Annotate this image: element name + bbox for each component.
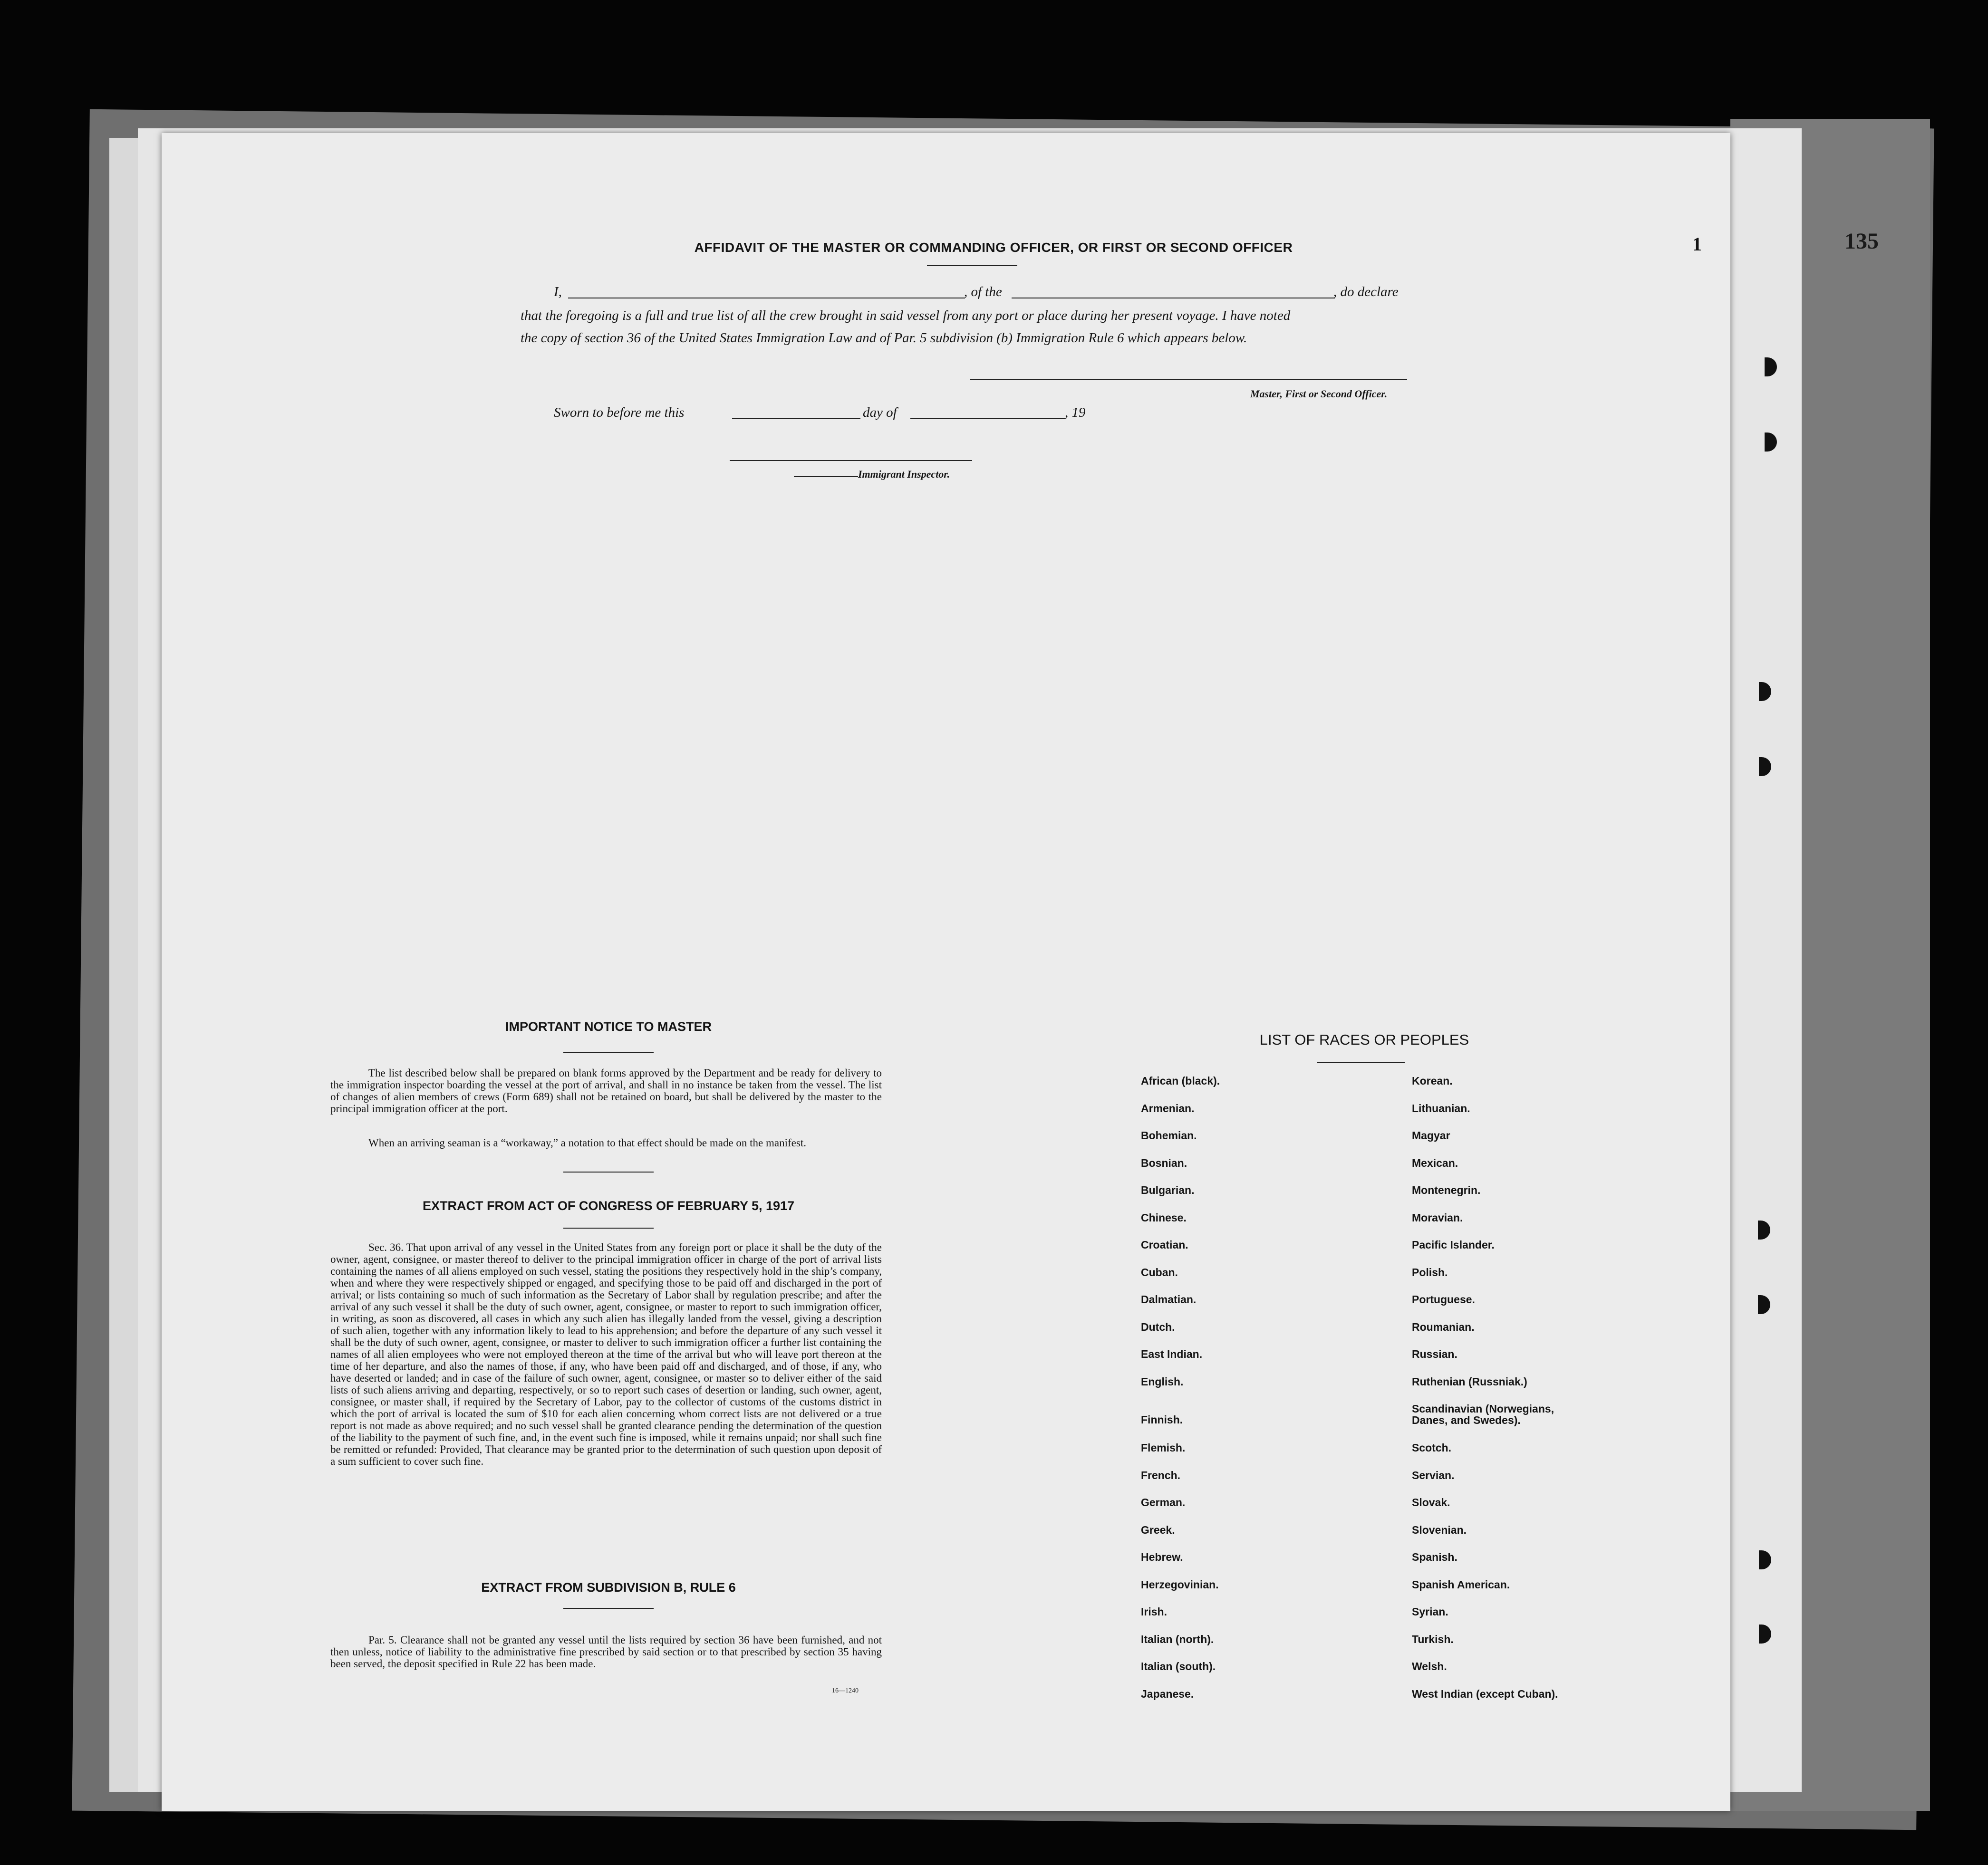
extract-act-divider (563, 1228, 654, 1229)
race-item: Russian. (1412, 1348, 1457, 1360)
race-item: Finnish. (1141, 1413, 1183, 1426)
race-item: Bulgarian. (1141, 1184, 1195, 1196)
race-item: Syrian. (1412, 1605, 1448, 1618)
affidavit-line3: the copy of section 36 of the United States Immigration Law and of Par. 5 subdivision (b) Immigration Rule 6 which appears below. (521, 330, 1247, 346)
affidavit-line1-mid: , of the (964, 284, 1002, 299)
race-item: French. (1141, 1469, 1181, 1481)
race-item: Dutch. (1141, 1320, 1175, 1333)
race-item: Ruthenian (Russniak.) (1412, 1375, 1527, 1388)
race-item: Korean. (1412, 1075, 1453, 1087)
race-item: Dalmatian. (1141, 1293, 1197, 1306)
race-item: Lithuanian. (1412, 1102, 1470, 1115)
page-number: 135 (1844, 229, 1879, 254)
race-item: English. (1141, 1375, 1184, 1388)
corner-mark: 1 (1692, 233, 1702, 255)
signature-line[interactable] (970, 379, 1407, 380)
races-left-column (1141, 1075, 1220, 1715)
form-number: 16—1240 (832, 1687, 859, 1694)
race-item: East Indian. (1141, 1348, 1203, 1360)
race-item: Bosnian. (1141, 1156, 1187, 1169)
sworn-month-blank[interactable] (910, 418, 1065, 419)
race-item: Mexican. (1412, 1156, 1458, 1169)
notice-paragraph-2: When an arriving seaman is a “workaway,” a notation to that effect should be made on the manifest. (368, 1137, 806, 1149)
race-item: Scandinavian (Norwegians, Danes, and Swedes). (1412, 1403, 1554, 1426)
extract-rule-divider (563, 1608, 654, 1609)
race-item: Servian. (1412, 1469, 1455, 1481)
sworn-date-blank[interactable] (732, 418, 860, 419)
inspector-label: Immigrant Inspector. (858, 468, 950, 480)
race-item: Montenegrin. (1412, 1184, 1481, 1196)
race-item: Magyar (1412, 1129, 1450, 1142)
extract-rule-body: Par. 5. Clearance shall not be granted any vessel until the lists required by section 36 have been furnished, and not then unless, notice of liability to the administrative fine prescribed by said section or to that prescribed by section 35 having been served, the deposit specified in Rule 22 has been made. (330, 1634, 882, 1670)
affidavit-title: AFFIDAVIT OF THE MASTER OR COMMANDING OFFICER, OR FIRST OR SECOND OFFICER (694, 240, 1293, 255)
notice-divider (563, 1052, 654, 1053)
race-item: Italian (north). (1141, 1633, 1214, 1645)
sworn-year: , 19 (1065, 405, 1086, 420)
race-item: African (black). (1141, 1075, 1220, 1087)
race-item: Chinese. (1141, 1211, 1187, 1224)
extract-act-body: Sec. 36. That upon arrival of any vessel in the United States from any foreign port or place it shall be the duty of the owner, agent, consignee, or master thereof to deliver to the principal immigration officer in charge of the port of arrival lists containing the names of all aliens employed on such vessel, stating the positions they respectively hold in the ship’s company, when and where they were respectively shipped or engaged, and specifying those to be paid off and discharged in the port of arrival; or lists containing so much of such information as the Secretary of Labor shall by regulation prescribe; and after the arrival of any such vessel it shall be the duty of such owner, agent, consignee, or master to report to such immigration officer, in writing, as soon as discovered, all cases in which any such alien has illegally landed from the vessel, giving a description of such alien, together with any information likely to lead to his apprehension; and before the departure of any such vessel it shall be the duty of such owner, agent, consignee, or master to deliver to such immigration officer a further list containing the names of all alien employees who were not employed thereon at the time of the arrival but who will leave port thereon at the time of her departure, and also the names of those, if any, who have been paid off and discharged, and of those, if any, who have deserted or landed; and in case of the failure of such owner, agent, consignee, or master so to deliver either of the said lists of such aliens arriving and departing, respectively, or so to report such cases of desertion or landing, such owner, agent, consignee, or master shall, if required by the Secretary of Labor, pay to the collector of customs of the customs district in which the port of arrival is located the sum of $10 for each alien concerning whom correct lists are not delivered or a true report is not made as above required; and no such vessel shall be granted clearance pending the determination of the question of the liability to the payment of such fine, and, in the event such fine is imposed, while it remains unpaid; nor shall such fine be remitted or refunded: Provided, That clearance may be granted prior to the determination of such question upon deposit of a sum sufficient to cover such fine. (330, 1241, 882, 1467)
race-item: Slovenian. (1412, 1523, 1467, 1536)
affidavit-line1-end: , do declare (1333, 284, 1399, 299)
race-item: Spanish American. (1412, 1578, 1510, 1591)
races-title: LIST OF RACES OR PEOPLES (1259, 1031, 1469, 1048)
race-item: Italian (south). (1141, 1660, 1216, 1673)
race-item: Pacific Islander. (1412, 1239, 1495, 1251)
extract-act-heading: EXTRACT FROM ACT OF CONGRESS OF FEBRUARY 5, 1917 (422, 1199, 795, 1213)
race-item: Flemish. (1141, 1442, 1186, 1454)
race-item: Spanish. (1412, 1551, 1457, 1563)
race-item: Hebrew. (1141, 1551, 1183, 1563)
race-item: Bohemian. (1141, 1129, 1197, 1142)
affidavit-line1-start: I, (554, 284, 562, 299)
races-right-column (1412, 1075, 1602, 1715)
race-item: Welsh. (1412, 1660, 1447, 1673)
sworn-day-of: day of (863, 405, 897, 420)
race-item: Japanese. (1141, 1687, 1194, 1700)
races-divider (1317, 1062, 1405, 1063)
inspector-signature-line[interactable] (730, 460, 972, 461)
notice-heading: IMPORTANT NOTICE TO MASTER (505, 1019, 712, 1034)
race-item: Roumanian. (1412, 1320, 1475, 1333)
race-item: West Indian (except Cuban). (1412, 1687, 1558, 1700)
race-item: Polish. (1412, 1266, 1448, 1279)
race-item: Armenian. (1141, 1102, 1195, 1115)
title-divider (927, 265, 1017, 266)
race-item: Moravian. (1412, 1211, 1463, 1224)
notice-paragraph-1: The list described below shall be prepared on blank forms approved by the Department and be ready for delivery to the immigration inspector boarding the vessel at the port of arrival, and shall in no instance be taken from the vessel. The list of changes of alien members of crews (Form 689) shall not be retained on board, but shall be delivered by the master to the principal immigration officer at the port. (330, 1067, 882, 1115)
inspector-label-underline (794, 476, 858, 477)
race-item: Portuguese. (1412, 1293, 1475, 1306)
section-divider (563, 1172, 654, 1173)
race-item: Irish. (1141, 1605, 1167, 1618)
race-item: Croatian. (1141, 1239, 1188, 1251)
extract-rule-heading: EXTRACT FROM SUBDIVISION B, RULE 6 (481, 1580, 736, 1595)
signature-label: Master, First or Second Officer. (1250, 388, 1388, 400)
race-item: Greek. (1141, 1523, 1175, 1536)
race-item: German. (1141, 1496, 1186, 1509)
race-item: Cuban. (1141, 1266, 1178, 1279)
race-item: Herzegovinian. (1141, 1578, 1219, 1591)
sworn-text: Sworn to before me this (554, 405, 685, 420)
race-item: Turkish. (1412, 1633, 1454, 1645)
race-item: Scotch. (1412, 1442, 1452, 1454)
affidavit-line2: that the foregoing is a full and true list of all the crew brought in said vessel from any port or place during her present voyage. I have noted (521, 308, 1291, 323)
race-item: Slovak. (1412, 1496, 1450, 1509)
